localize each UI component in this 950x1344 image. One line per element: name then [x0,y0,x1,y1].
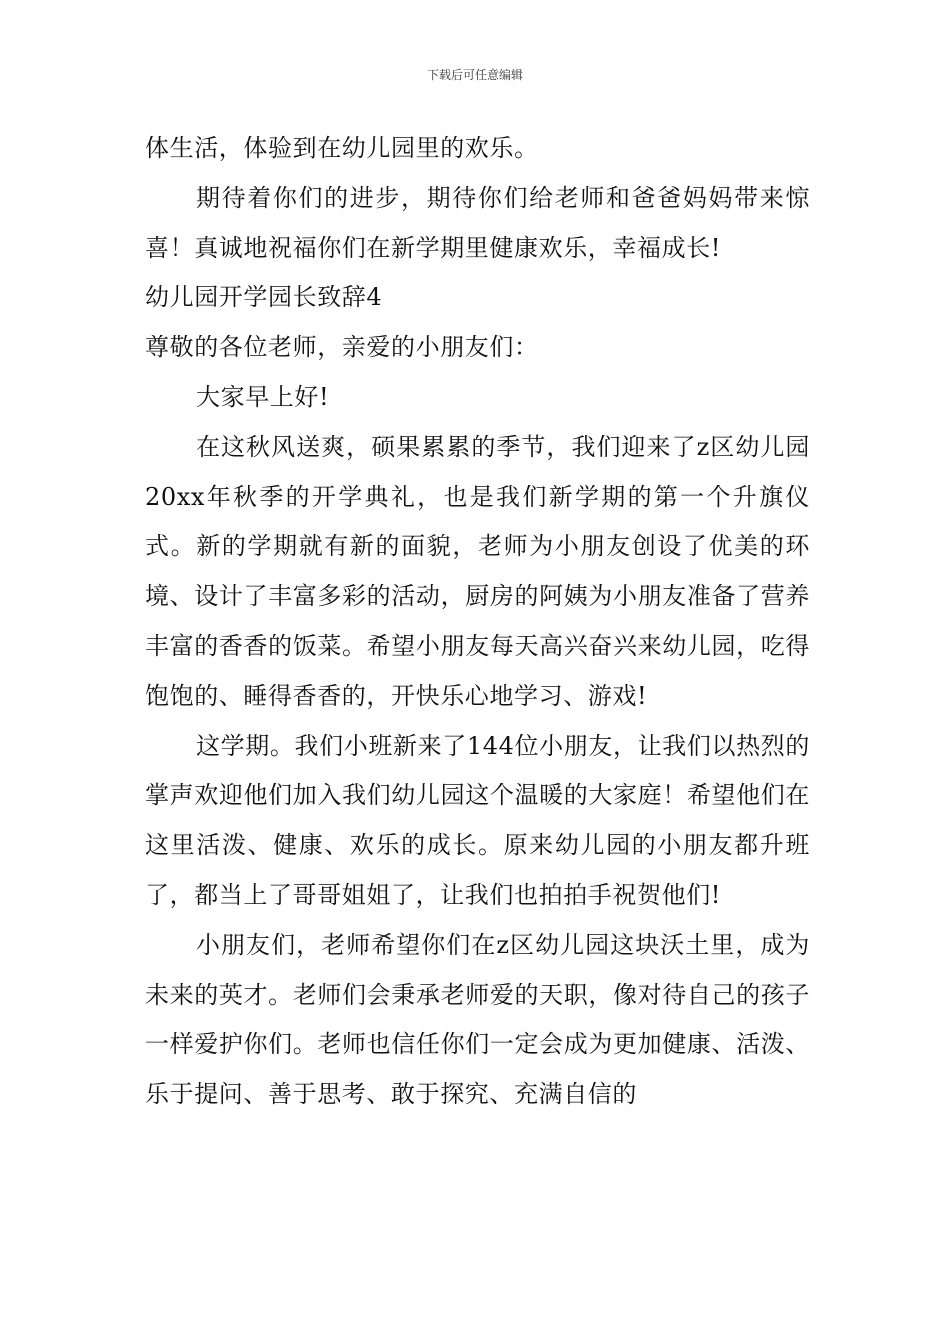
salutation: 尊敬的各位老师，亲爱的小朋友们： [145,333,539,362]
paragraph-wishes: 期待着你们的进步，期待你们给老师和爸爸妈妈带来惊喜！真诚地祝福你们在新学期里健康欢乐，幸福成长! [145,183,810,262]
paragraph-new-students: 这学期。我们小班新来了144位小朋友，让我们以热烈的掌声欢迎他们加入我们幼儿园这个温暖的大家庭！希望他们在这里活泼、健康、欢乐的成长。原来幼儿园的小朋友都升班了，都当上了哥哥姐姐了，让我们也拍拍手祝贺他们! [145,731,810,909]
section-heading: 幼儿园开学园长致辞4 [145,283,383,312]
page-header-note: 下载后可任意编辑 [426,68,523,82]
document-body [145,124,810,1120]
paragraph-hopes: 小朋友们，老师希望你们在z区幼儿园这块沃土里，成为未来的英才。老师们会秉承老师爱的天职，像对待自己的孩子一样爱护你们。老师也信任你们一定会成为更加健康、活泼、乐于提问、善于思考、敢于探究、充满自信的 [145,930,810,1109]
paragraph-opening: 在这秋风送爽，硕果累累的季节，我们迎来了z区幼儿园20xx年秋季的开学典礼，也是我们新学期的第一个升旗仪式。新的学期就有新的面貌，老师为小朋友创设了优美的环境、设计了丰富多彩的活动，厨房的阿姨为小朋友准备了营养丰富的香香的饭菜。希望小朋友每天高兴奋兴来幼儿园，吃得饱饱的、睡得香香的，开快乐心地学习、游戏! [145,432,810,710]
paragraph-continuation: 体生活，体验到在幼儿园里的欢乐。 [145,134,539,162]
greeting: 大家早上好! [196,382,330,411]
